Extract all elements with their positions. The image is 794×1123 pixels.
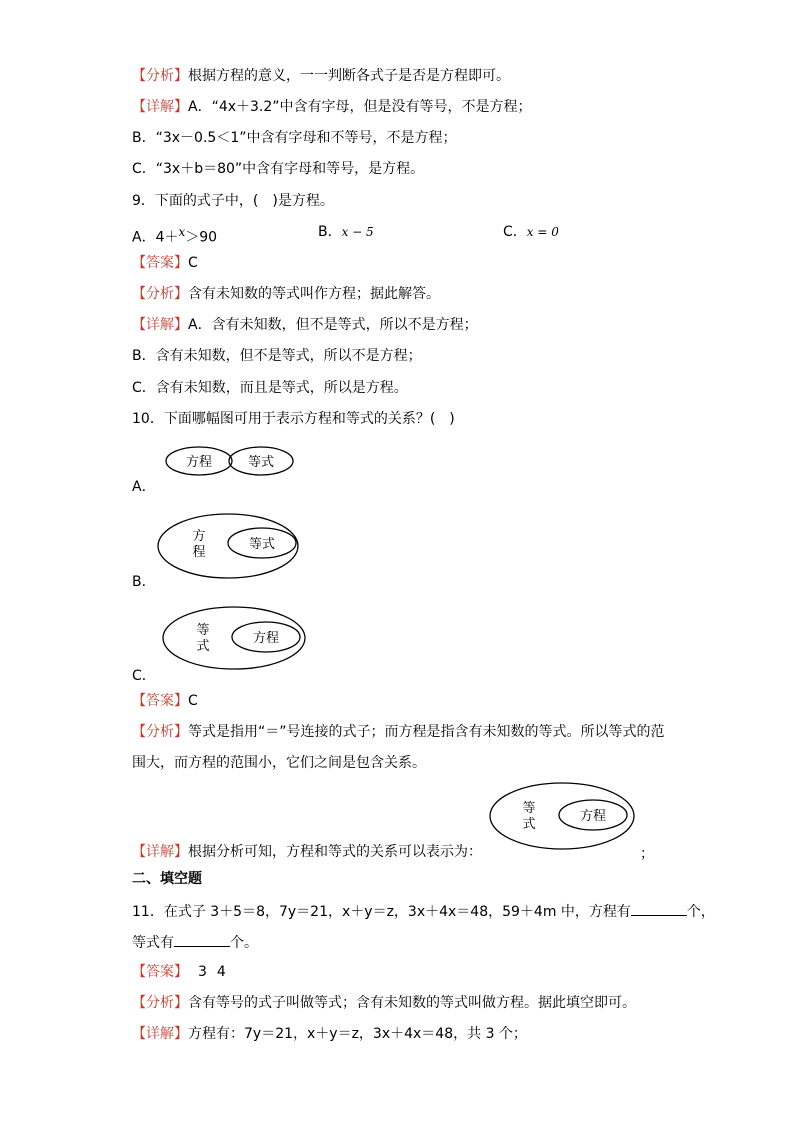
answer-tag: 【答案】	[132, 693, 188, 709]
outer-dengshi-ellipse	[490, 783, 634, 849]
option-b-expr: x − 5	[341, 225, 374, 239]
q10-detail-end: ；	[640, 846, 654, 862]
q9-detail-b: B．含有未知数，但不是等式，所以不是方程；	[132, 348, 422, 364]
detail-tag: 【详解】	[132, 844, 188, 860]
analysis-tag: 【分析】	[132, 68, 188, 84]
dengshi-label: 等式	[248, 537, 276, 552]
detail-text: 根据分析可知，方程和等式的关系可以表示为：	[188, 844, 482, 860]
answer-value: C	[188, 693, 198, 709]
q10-answer	[132, 692, 198, 710]
diagram-option-c	[160, 604, 310, 674]
detail-text: A．含有未知数，但不是等式，所以不是方程；	[188, 317, 478, 333]
option-a-suffix: ＞90	[185, 229, 218, 246]
detail-tag: 【详解】	[132, 1026, 188, 1042]
q11-detail	[132, 1025, 527, 1043]
option-c-prefix: C．	[503, 224, 527, 240]
analysis-tag: 【分析】	[132, 995, 188, 1011]
diagram-option-b	[155, 510, 305, 582]
deng-char: 等	[522, 801, 536, 816]
option-c-expr: x = 0	[526, 225, 559, 239]
q10-option-a-label: A．	[132, 479, 156, 495]
diagram-detail	[487, 780, 639, 854]
q11-stem-unit: 个，	[686, 904, 715, 920]
q10-option-c-label: C．	[132, 668, 156, 684]
option-a-var: x	[178, 225, 186, 239]
q11-stem-unit: 个。	[230, 935, 258, 951]
q9-option-a	[132, 223, 217, 247]
fangcheng-label: 方程	[579, 809, 607, 824]
q11-stem-line2	[132, 932, 258, 952]
diagram-option-a	[160, 444, 300, 480]
q8-detail-b: B．“3x－0.5＜1”中含有字母和不等号，不是方程；	[132, 130, 457, 146]
q10-stem: 10．下面哪幅图可用于表示方程和等式的关系？( )	[132, 411, 455, 427]
q9-analysis	[132, 285, 440, 303]
detail-tag: 【详解】	[132, 317, 188, 333]
analysis-text: 根据方程的意义，一一判断各式子是否是方程即可。	[188, 68, 510, 84]
shi-char: 式	[522, 817, 536, 832]
deng-char: 等	[196, 623, 210, 638]
analysis-text: 含有等号的式子叫做等式；含有未知数的等式叫做方程。据此填空即可。	[188, 995, 636, 1011]
q11-stem-text: 等式有	[132, 935, 174, 951]
q11-stem-text: 11．在式子 3＋5＝8，7y＝21，x＋y＝z，3x＋4x＝48，59＋4m 中，方程有	[132, 904, 631, 920]
option-b-prefix: B．	[318, 224, 342, 240]
fangcheng-label: 方程	[252, 631, 280, 646]
detail-text: A．“4x＋3.2”中含有字母，但是没有等号，不是方程；	[188, 99, 532, 115]
dengshi-label: 等式	[247, 455, 275, 470]
q9-stem: 9．下面的式子中，( )是方程。	[132, 193, 334, 209]
section-title: 二、填空题	[132, 871, 202, 887]
q8-detail-a	[132, 98, 532, 116]
blank-2[interactable]	[174, 932, 230, 947]
analysis-tag: 【分析】	[132, 286, 188, 302]
answer-value-1: 3	[198, 964, 207, 980]
analysis-text: 等式是指用“＝”号连接的式子；而方程是指含有未知数的等式。所以等式的范	[188, 724, 665, 740]
answer-tag: 【答案】	[132, 255, 188, 271]
cheng-char: 程	[192, 545, 206, 560]
q8-detail-c: C．“3x＋b＝80”中含有字母和等号，是方程。	[132, 161, 425, 177]
q9-detail-a	[132, 316, 478, 334]
shi-char: 式	[196, 639, 210, 654]
q11-answer	[132, 963, 226, 981]
analysis-text: 含有未知数的等式叫作方程；据此解答。	[188, 286, 440, 302]
q10-analysis-2: 围大，而方程的范围小，它们之间是包含关系。	[132, 755, 426, 771]
fangcheng-label: 方程	[185, 455, 213, 470]
fang-char: 方	[192, 529, 206, 544]
q11-analysis	[132, 994, 636, 1012]
detail-text: 方程有：7y＝21，x＋y＝z，3x＋4x＝48，共 3 个；	[188, 1026, 527, 1042]
answer-value: C	[188, 255, 198, 271]
q10-detail	[132, 843, 482, 861]
q10-option-b-label: B．	[132, 574, 156, 590]
outer-dengshi-ellipse	[163, 607, 305, 669]
q8-analysis	[132, 67, 510, 85]
detail-tag: 【详解】	[132, 99, 188, 115]
option-a-prefix: A．4＋	[132, 229, 179, 246]
q11-stem-line1	[132, 901, 715, 921]
q10-analysis-1	[132, 723, 665, 741]
blank-1[interactable]	[631, 901, 687, 916]
answer-value-2: 4	[216, 964, 226, 980]
answer-tag: 【答案】	[132, 964, 188, 980]
q9-option-b	[318, 223, 374, 241]
q9-answer	[132, 254, 198, 272]
analysis-tag: 【分析】	[132, 724, 188, 740]
q9-detail-c: C．含有未知数，而且是等式，所以是方程。	[132, 380, 408, 396]
q9-option-c	[503, 223, 559, 241]
